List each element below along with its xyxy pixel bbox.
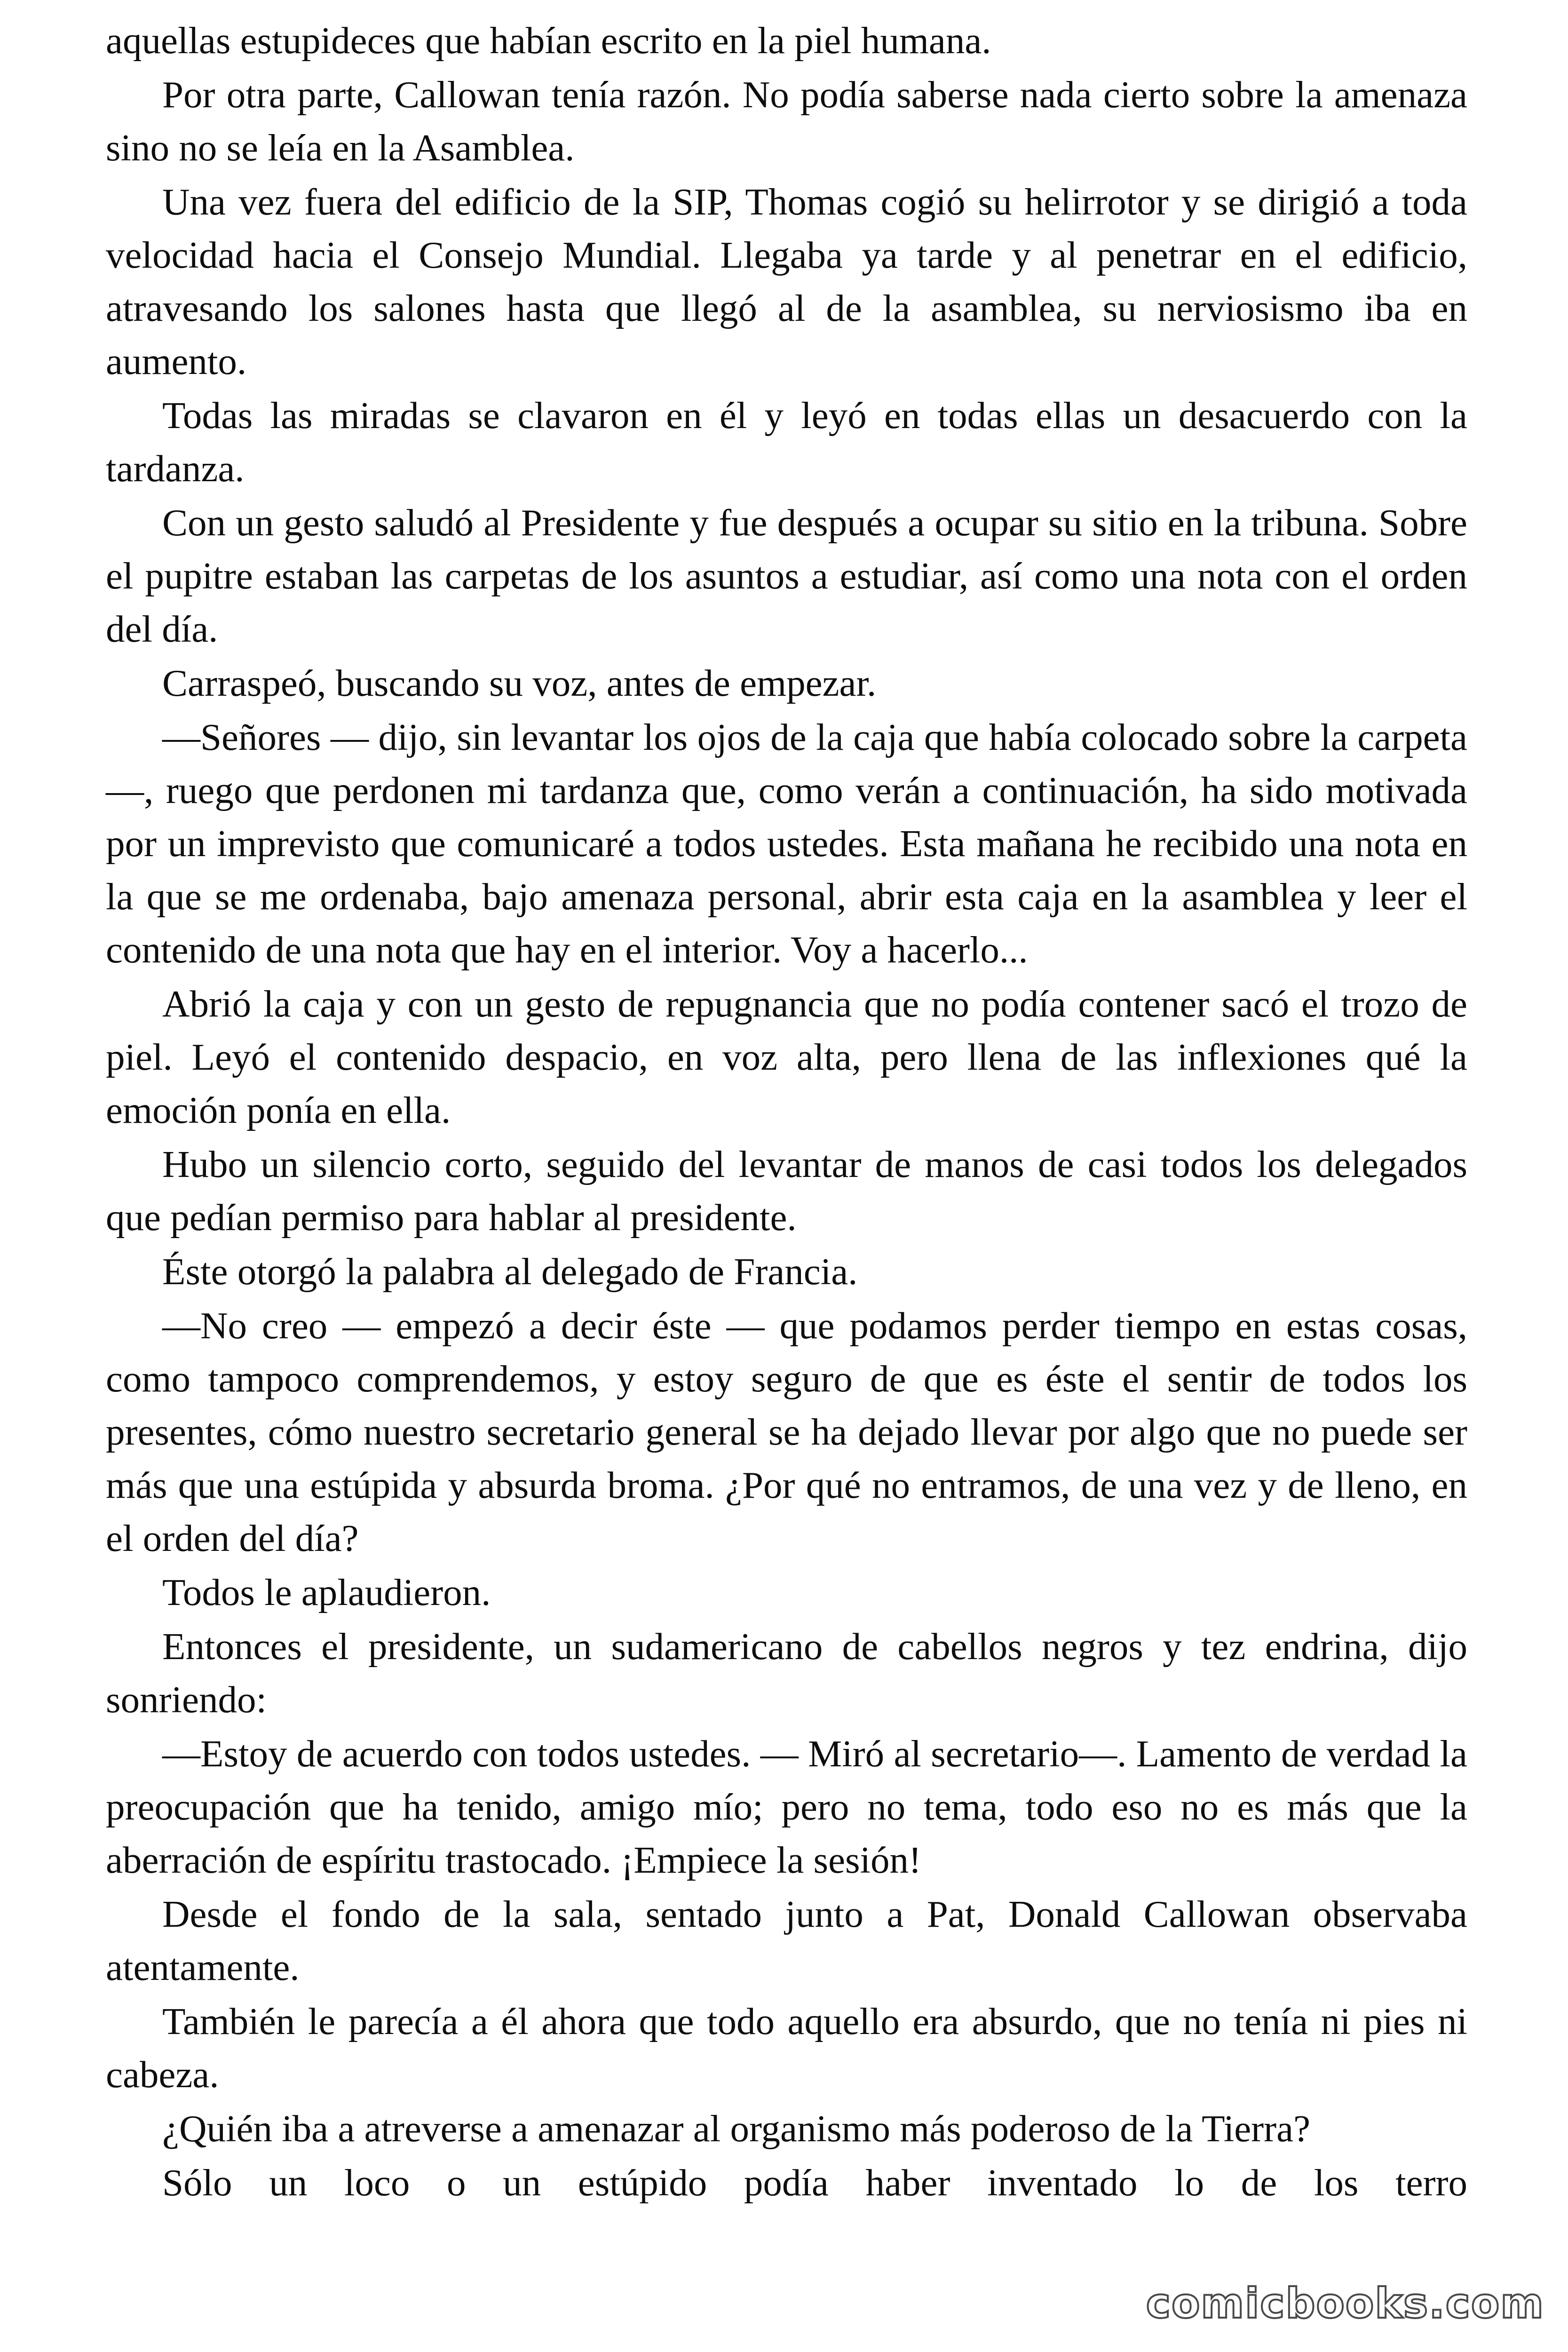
paragraph: Por otra parte, Callowan tenía razón. No podía saberse nada cierto sobre la amenaza sino no se leía en la Asamblea. [106, 73, 1467, 169]
paragraph: Entonces el presidente, un sudamericano de cabellos negros y tez endrina, dijo sonriendo: [106, 1625, 1467, 1721]
paragraph: Con un gesto saludó al Presidente y fue después a ocupar su sitio en la tribuna. Sobre el pupitre estaban las carpetas de los asuntos a estudiar, así como una nota con el orden del día. [106, 501, 1467, 650]
watermark: comicbooks.com [1146, 2279, 1544, 2328]
paragraph: Desde el fondo de la sala, sentado junto a Pat, Donald Callowan observaba atentamente. [106, 1893, 1467, 1988]
paragraph: Abrió la caja y con un gesto de repugnancia que no podía contener sacó el trozo de piel. Leyó el contenido despacio, en voz alta, pero llena de las inflexiones qué la emoción ponía en ella. [106, 983, 1467, 1131]
paragraph-continuation: aquellas estupideces que habían escrito en la piel humana. [106, 19, 991, 62]
body-text [106, 14, 1467, 2210]
paragraph: —Señores — dijo, sin levantar los ojos de la caja que había colocado sobre la carpeta —, ruego que perdonen mi tardanza que, como verán a continuación, ha sido motivada por un imprevisto que comunicaré a todos ustedes. Esta mañana he recibido una nota en la que se me ordenaba, bajo amenaza personal, abrir esta caja en la asamblea y leer el contenido de una nota que hay en el interior. Voy a hacerlo... [106, 716, 1467, 971]
paragraph: Todos le aplaudieron. [162, 1571, 491, 1613]
paragraph: —No creo — empezó a decir éste — que podamos perder tiempo en estas cosas, como tampoco comprendemos, y estoy seguro de que es éste el sentir de todos los presentes, cómo nuestro secretario general se ha dejado llevar por algo que no puede ser más que una estúpida y absurda broma. ¿Por qué no entramos, de una vez y de lleno, en el orden del día? [106, 1304, 1467, 1559]
paragraph: Éste otorgó la palabra al delegado de Francia. [162, 1250, 858, 1293]
paragraph: Todas las miradas se clavaron en él y leyó en todas ellas un desacuerdo con la tardanza. [106, 394, 1467, 490]
paragraph: Una vez fuera del edificio de la SIP, Thomas cogió su helirrotor y se dirigió a toda velocidad hacia el Consejo Mundial. Llegaba ya tarde y al penetrar en el edificio, atravesando los salones hasta que llegó al de la asamblea, su nerviosismo iba en aumento. [106, 181, 1467, 382]
paragraph: También le parecía a él ahora que todo aquello era absurdo, que no tenía ni pies ni cabeza. [106, 2000, 1467, 2096]
paragraph: ¿Quién iba a atreverse a amenazar al organismo más poderoso de la Tierra? [162, 2107, 1311, 2150]
paragraph: Hubo un silencio corto, seguido del levantar de manos de casi todos los delegados que pedían permiso para hablar al presidente. [106, 1143, 1467, 1239]
paragraph: Carraspeó, buscando su voz, antes de empezar. [162, 662, 877, 704]
paragraph-last: Sólo un loco o un estúpido podía haber inventado lo de los terro [162, 2161, 1467, 2204]
paragraph: —Estoy de acuerdo con todos ustedes. — Miró al secretario—. Lamento de verdad la preocupación que ha tenido, amigo mío; pero no tema, todo eso no es más que la aberración de espíritu trastocado. ¡Empiece la sesión! [106, 1732, 1467, 1881]
